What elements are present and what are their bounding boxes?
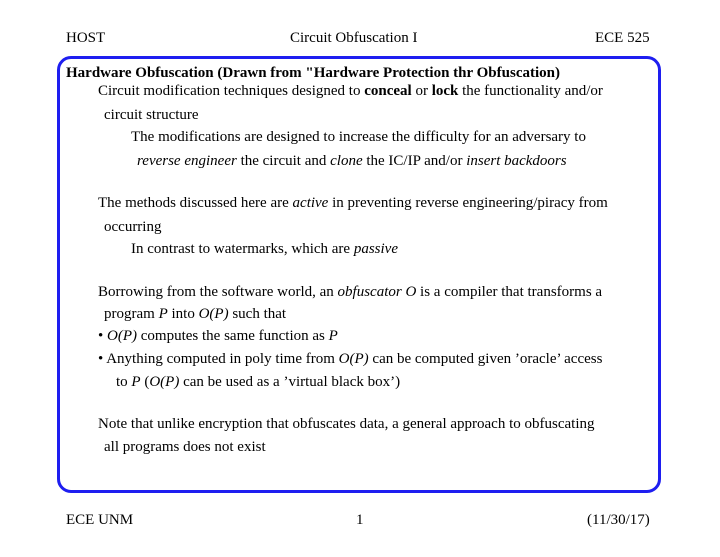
paragraph-3-cont: program P into O(P) such that (104, 306, 287, 322)
paragraph-3: Borrowing from the software world, an obfuscator O is a compiler that transforms a (98, 284, 603, 300)
paragraph-1-sub: The modifications are designed to increase the difficulty for an adversary to (131, 129, 586, 145)
paragraph-2-sub: In contrast to watermarks, which are passive (131, 241, 399, 257)
paragraph-2: The methods discussed here are active in preventing reverse engineering/piracy from (98, 195, 608, 211)
paragraph-4-cont: all programs does not exist (104, 439, 266, 455)
header-title: Circuit Obfuscation I (290, 30, 418, 46)
bullet-2: • Anything computed in poly time from O(P) can be computed given ’oracle’ access (98, 351, 603, 367)
paragraph-1-cont: circuit structure (104, 107, 199, 123)
paragraph-1-sub-cont: reverse engineer the circuit and clone the IC/IP and/or insert backdoors (137, 153, 567, 169)
page-number: 1 (356, 512, 364, 528)
paragraph-2-cont: occurring (104, 219, 162, 235)
bullet-2-cont: to P (O(P) can be used as a ’virtual black box’) (116, 374, 401, 390)
slide-title: Hardware Obfuscation (Drawn from "Hardware Protection thr Obfuscation) (66, 65, 560, 81)
header-right: ECE 525 (595, 30, 650, 46)
footer-left: ECE UNM (66, 512, 134, 528)
bullet-1: • O(P) computes the same function as P (98, 328, 338, 344)
paragraph-1: Circuit modification techniques designed to conceal or lock the functionality and/or (98, 83, 603, 99)
paragraph-4: Note that unlike encryption that obfuscates data, a general approach to obfuscating (98, 416, 595, 432)
header-left: HOST (66, 30, 106, 46)
footer-date: (11/30/17) (587, 512, 650, 528)
